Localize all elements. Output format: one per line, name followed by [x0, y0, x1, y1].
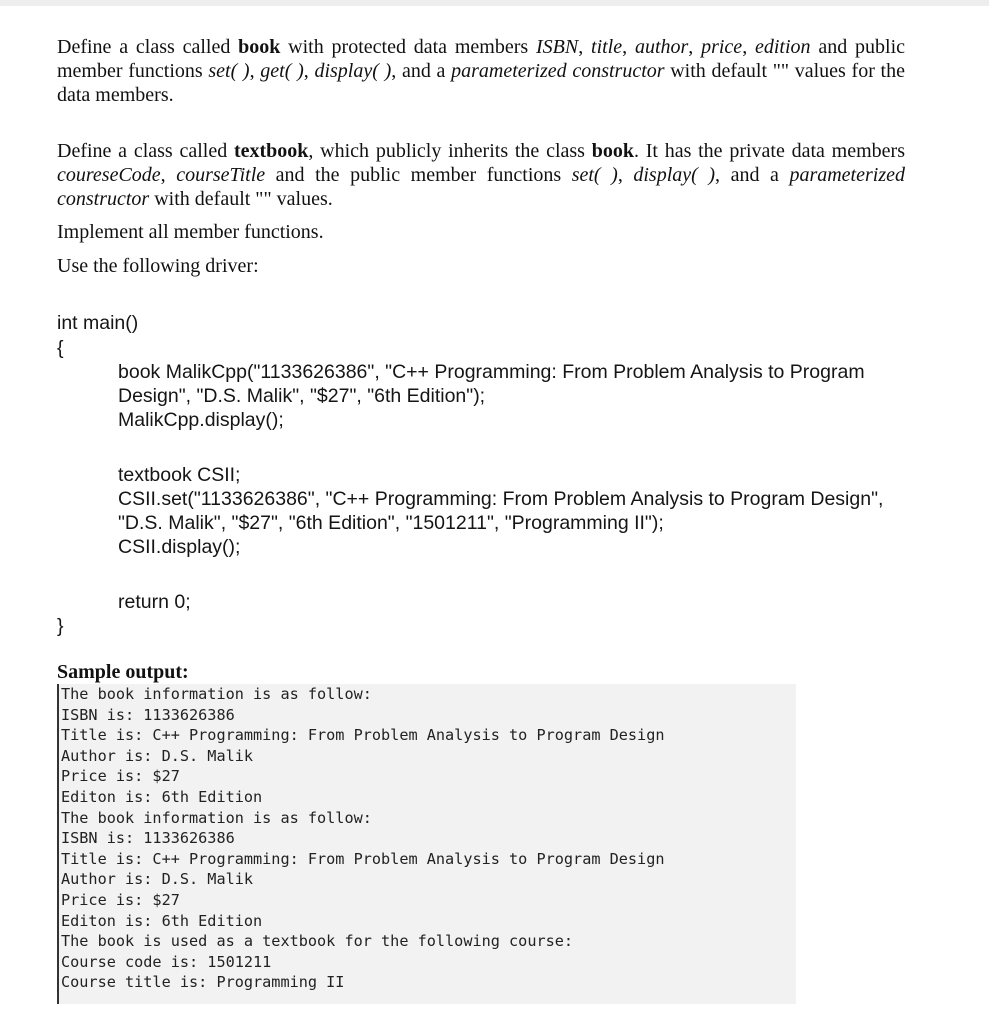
code-line: textbook CSII; — [118, 464, 241, 486]
sample-output-console — [57, 684, 796, 1004]
output-line: Title is: C++ Programming: From Problem Analysis to Program Design — [61, 849, 665, 868]
book-class-instructions: Define a class called book with protected data members ISBN, title, author, price, edition and public member functions set( ), get( ), display( ), and a parameterized constructor with default "" values for the data members. — [57, 36, 906, 106]
output-line: Title is: C++ Programming: From Problem Analysis to Program Design — [61, 726, 665, 745]
code-line: "D.S. Malik", "$27", "6th Edition", "1501211", "Programming II"); — [118, 512, 664, 534]
textbook-class-instructions: Define a class called textbook, which publicly inherits the class book. It has the private data members coureseCode, courseTitle and the public member functions set( ), display( ), and a parameterized constructor with default "" values. — [57, 140, 905, 210]
code-line: book MalikCpp("1133626386", "C++ Programming: From Problem Analysis to Program — [118, 361, 865, 383]
code-line: CSII.display(); — [118, 536, 241, 558]
driver-instruction: Use the following driver: — [57, 255, 259, 277]
output-line: The book information is as follow: — [61, 808, 372, 827]
output-line: The book information is as follow: — [61, 685, 372, 703]
output-line: Author is: D.S. Malik — [61, 870, 254, 889]
sample-output-heading: Sample output: — [57, 661, 189, 683]
code-return: return 0; — [118, 591, 191, 613]
code-close-brace: } — [57, 615, 64, 637]
code-line: Design", "D.S. Malik", "$27", "6th Edition"); — [118, 385, 486, 407]
output-line: Author is: D.S. Malik — [61, 746, 254, 765]
code-open-brace: { — [57, 337, 64, 359]
output-line: ISBN is: 1133626386 — [61, 829, 235, 848]
code-line: CSII.set("1133626386", "C++ Programming: From Problem Analysis to Program Design", — [118, 488, 884, 510]
code-line: MalikCpp.display(); — [118, 409, 284, 431]
code-main-signature: int main() — [57, 312, 139, 334]
output-line: Price is: $27 — [61, 767, 180, 786]
output-line: Price is: $27 — [61, 890, 180, 909]
output-line: Editon is: 6th Edition — [61, 787, 263, 806]
page-top-edge — [0, 0, 989, 6]
output-line: Editon is: 6th Edition — [61, 911, 263, 930]
implement-instruction: Implement all member functions. — [57, 221, 324, 243]
output-line: The book is used as a textbook for the following course: — [61, 932, 574, 951]
output-line: Course code is: 1501211 — [61, 952, 272, 971]
output-line: ISBN is: 1133626386 — [61, 705, 235, 724]
output-line: Course title is: Programming II — [61, 973, 345, 992]
